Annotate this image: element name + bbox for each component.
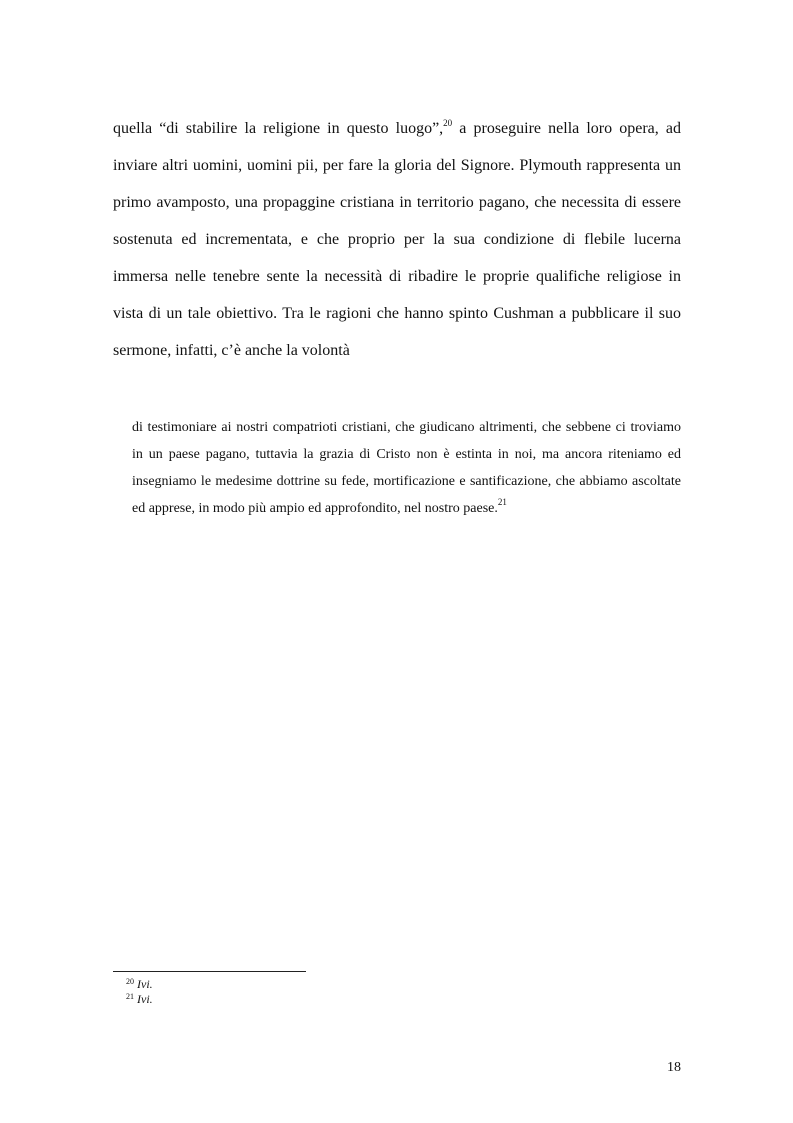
- block-quote: [132, 414, 681, 522]
- footnote-number: 20: [126, 977, 134, 986]
- body-text-part-2: a proseguire nella loro opera, ad inviare altri uomini, uomini pii, per fare la gloria del Signore. Plymouth rappresenta un primo avamposto, una propaggine cristiana in territorio pagano, che necessita di essere sostenuta ed incrementata, e che proprio per la sua condizione di flebile lucerna immersa nelle tenebre sente la necessità di ribadire le proprie qualifiche religiose in vista di un tale obiettivo. Tra le ragioni che hanno spinto Cushman a pubblicare il suo sermone, infatti, c’è anche la volontà: [113, 120, 681, 359]
- footnote-text: Ivi.: [137, 992, 153, 1006]
- footnote-20: [126, 977, 153, 992]
- body-text-part-1: quella “di stabilire la religione in questo luogo”,: [113, 120, 444, 137]
- page-number: 18: [667, 1060, 681, 1075]
- footnote-ref-20: 20: [443, 118, 453, 128]
- footnote-number: 21: [126, 992, 134, 1001]
- footnote-separator: [113, 971, 306, 972]
- block-quote-text: di testimoniare ai nostri compatrioti cristiani, che giudicano altrimenti, che sebbene ci troviamo in un paese pagano, tuttavia la grazia di Cristo non è estinta in noi, ma ancora riteniamo ed insegniamo le medesime dottrine su fede, mortificazione e santificazione, che abbiamo ascoltate ed apprese, in modo più ampio ed approfondito, nel nostro paese.: [132, 420, 681, 516]
- body-paragraph: [113, 110, 681, 369]
- footnote-21: [126, 992, 153, 1007]
- footnotes: [126, 977, 153, 1007]
- footnote-text: Ivi.: [137, 977, 153, 991]
- footnote-ref-21: 21: [497, 497, 507, 507]
